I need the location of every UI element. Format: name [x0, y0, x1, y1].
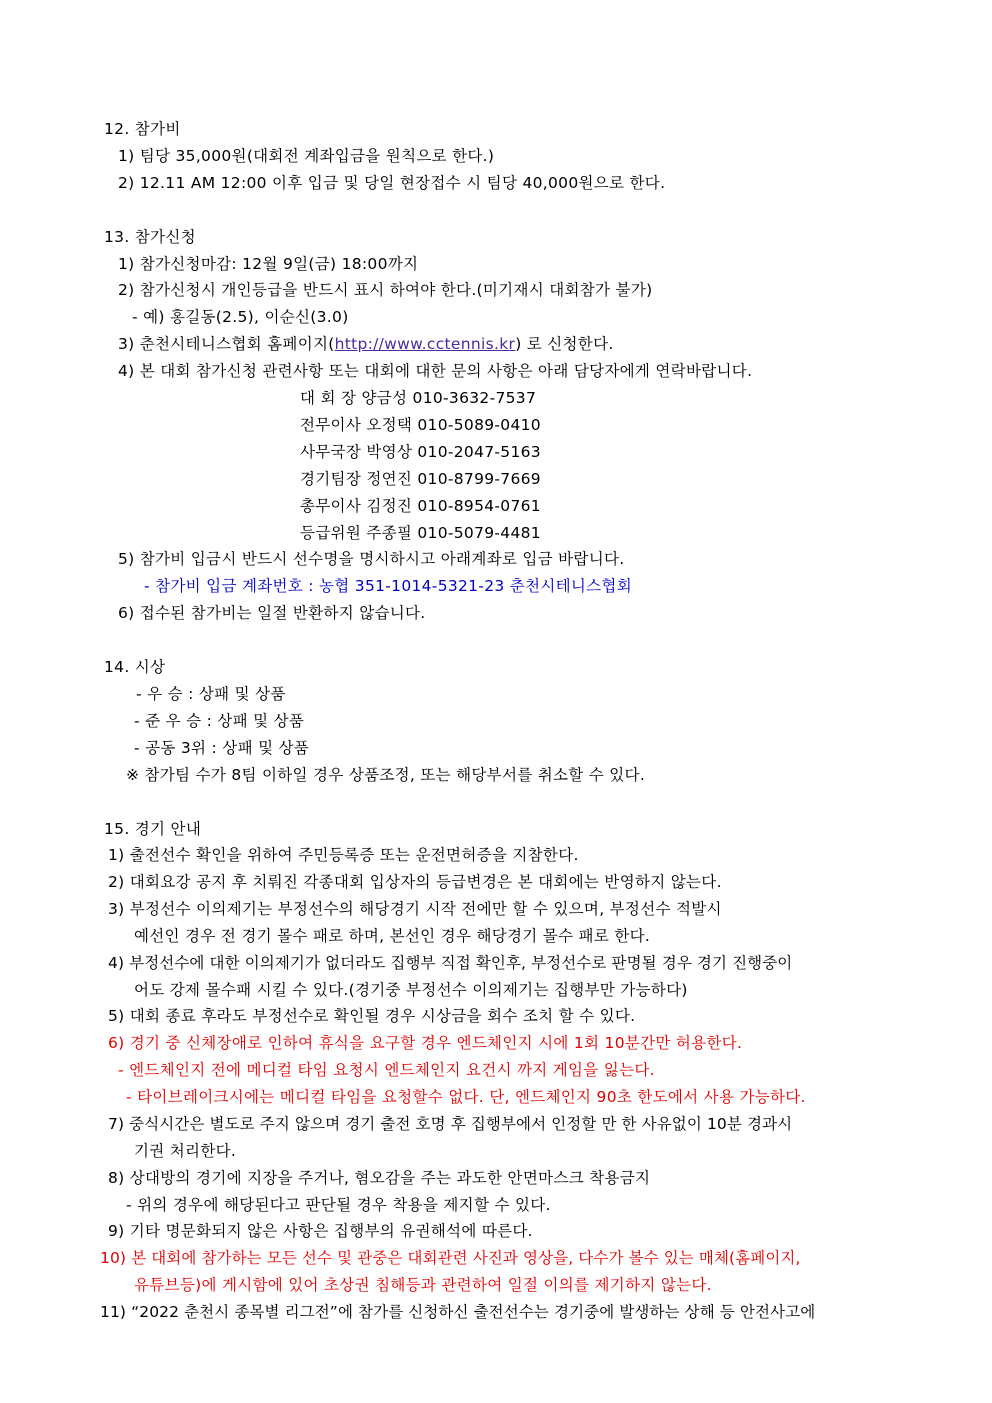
s15-line-8a: 8) 상대방의 경기에 지장을 주거나, 혐오감을 주는 과도한 안면마스크 착용금지	[108, 1169, 651, 1187]
section-15-heading: 15. 경기 안내	[104, 820, 202, 838]
s12-line-2: 2) 12.11 AM 12:00 이후 입금 및 당일 현장접수 시 팀당 40,000원으로 한다.	[118, 174, 666, 192]
s13-line-3	[118, 334, 614, 354]
contact-6: 등급위원 주종필 010-5079-4481	[300, 524, 541, 542]
s12-line-1: 1) 팀당 35,000원(대회전 계좌입금을 원칙으로 한다.)	[118, 147, 495, 165]
award-runner-up: - 준 우 승 : 상패 및 상품	[134, 712, 305, 730]
s15-line-1: 1) 출전선수 확인을 위하여 주민등록증 또는 운전면허증을 지참한다.	[108, 846, 579, 864]
award-third: - 공동 3위 : 상패 및 상품	[134, 739, 310, 757]
homepage-link[interactable]: http://www.cctennis.kr	[334, 335, 516, 353]
s15-line-4a: 4) 부정선수에 대한 이의제기가 없더라도 집행부 직접 확인후, 부정선수로 판명될 경우 경기 진행중이	[108, 954, 793, 972]
s15-line-10a: 10) 본 대회에 참가하는 모든 선수 및 관중은 대회관련 사진과 영상을, 다수가 볼수 있는 매체(홈페이지,	[100, 1249, 801, 1267]
s13-line-6: 6) 접수된 참가비는 일절 반환하지 않습니다.	[118, 604, 426, 622]
s15-line-11: 11) “2022 춘천시 종목별 리그전”에 참가를 신청하신 출전선수는 경기중에 발생하는 상해 등 안전사고에	[100, 1303, 816, 1321]
s15-line-10b: 유튜브등)에 게시함에 있어 초상권 침해등과 관련하여 일절 이의를 제기하지 않는다.	[134, 1276, 712, 1294]
s15-line-9: 9) 기타 명문화되지 않은 사항은 집행부의 유권해석에 따른다.	[108, 1222, 533, 1240]
s15-line-6: 6) 경기 중 신체장애로 인하여 휴식을 요구할 경우 엔드체인지 시에 1회 10분간만 허용한다.	[108, 1034, 743, 1052]
s13-line-4: 4) 본 대회 참가신청 관련사항 또는 대회에 대한 문의 사항은 아래 담당자에게 연락바랍니다.	[118, 362, 753, 380]
s15-line-6b: - 타이브레이크시에는 메디컬 타임을 요청할수 없다. 단, 엔드체인지 90초 한도에서 사용 가능하다.	[126, 1088, 806, 1106]
s13-line-5: 5) 참가비 입금시 반드시 선수명을 명시하시고 아래계좌로 입금 바랍니다.	[118, 550, 625, 568]
award-note: ※ 참가팀 수가 8팀 이하일 경우 상품조정, 또는 해당부서를 취소할 수 있다.	[126, 766, 646, 784]
s15-line-3b: 예선인 경우 전 경기 몰수 패로 하며, 본선인 경우 해당경기 몰수 패로 한다.	[134, 927, 651, 945]
s15-line-2: 2) 대회요강 공지 후 치뤄진 각종대회 입상자의 등급변경은 본 대회에는 반영하지 않는다.	[108, 873, 722, 891]
s15-line-6a: - 엔드체인지 전에 메디컬 타임 요청시 엔드체인지 요건시 까지 게임을 잃는다.	[118, 1061, 655, 1079]
s15-line-5: 5) 대회 종료 후라도 부정선수로 확인될 경우 시상금을 회수 조치 할 수 있다.	[108, 1007, 636, 1025]
s15-line-7a: 7) 중식시간은 별도로 주지 않으며 경기 출전 호명 후 집행부에서 인정할 만 한 사유없이 10분 경과시	[108, 1115, 793, 1133]
account-info: - 참가비 입금 계좌번호 : 농협 351-1014-5321-23 춘천시테니스협회	[144, 577, 632, 595]
s15-line-8b: - 위의 경우에 해당된다고 판단될 경우 착용을 제지할 수 있다.	[126, 1196, 551, 1214]
contact-5: 총무이사 김정진 010-8954-0761	[300, 497, 541, 515]
contact-2: 전무이사 오정택 010-5089-0410	[300, 416, 541, 434]
contact-3: 사무국장 박영상 010-2047-5163	[300, 443, 541, 461]
s13-example: - 예) 홍길동(2.5), 이순신(3.0)	[132, 308, 349, 326]
s15-line-7b: 기권 처리한다.	[134, 1142, 237, 1160]
contact-1: 대 회 장 양금성 010-3632-7537	[300, 389, 537, 407]
s13-line-2: 2) 참가신청시 개인등급을 반드시 표시 하여야 한다.(미기재시 대회참가 불가)	[118, 281, 653, 299]
s13-line-3-post: ) 로 신청한다.	[515, 335, 614, 353]
s15-line-4b: 어도 강제 몰수패 시킬 수 있다.(경기중 부정선수 이의제기는 집행부만 가능하다)	[134, 981, 688, 999]
contact-4: 경기팀장 정연진 010-8799-7669	[300, 470, 541, 488]
award-winner: - 우 승 : 상패 및 상품	[136, 685, 286, 703]
section-13-heading: 13. 참가신청	[104, 228, 196, 246]
section-14-heading: 14. 시상	[104, 658, 166, 676]
s13-line-3-pre: 3) 춘천시테니스협회 홈페이지(	[118, 335, 335, 353]
s13-line-1: 1) 참가신청마감: 12월 9일(금) 18:00까지	[118, 255, 419, 273]
s15-line-3a: 3) 부정선수 이의제기는 부정선수의 해당경기 시작 전에만 할 수 있으며, 부정선수 적발시	[108, 900, 722, 918]
section-12-heading: 12. 참가비	[104, 120, 181, 138]
